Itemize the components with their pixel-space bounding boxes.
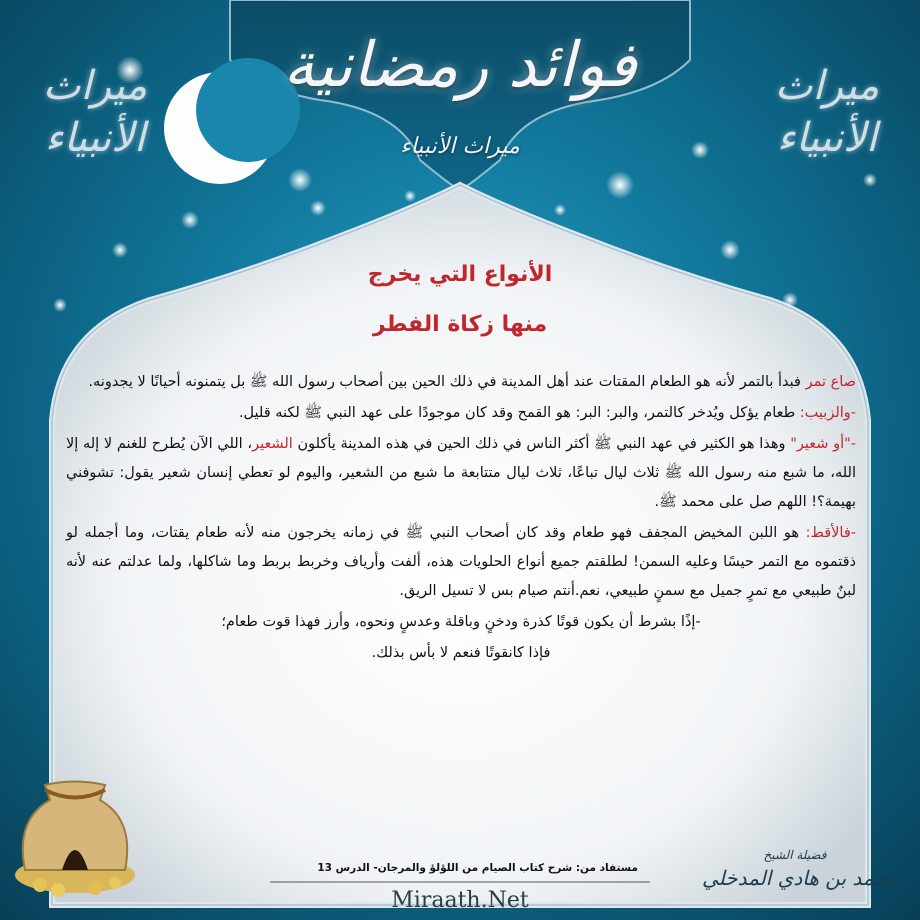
paragraph-2 [66,399,856,428]
paragraph-text: طعام يؤكل ويُدخر كالتمر، والبر: البر: هو القمح وقد كان موجودًا على عهد النبي ﷺ لكنه قليل. [238,405,800,421]
header-subtitle: ميراث الأنبياء [400,134,520,159]
paragraph-text: هو اللبن المخيض المجفف فهو طعام وقد كان أصحاب النبي ﷺ في زمانه يخرجون منه لأنه طعام يقتات، وما أجمله لو ذقتموه مع التمر حيسًا وعليه السمن! لطلقتم جميع أنواع الحلويات هذه، ألفت وأرياف وخربط بربط وما شاكلها، ولما عدلتم عنه لأنه لبنٌ طبيعي مع تمرٍ جميل مع سمنٍ طبيعي، نعم.أنتم صيام بس لا تسيل الريق. [66,525,856,599]
highlight-text: صاع تمر [805,374,856,390]
highlight-text: الشعير [252,436,293,452]
article-heading [250,250,670,350]
paragraph-1 [66,368,856,397]
sheikh-name: محمد بن هادي المدخلي [701,866,899,890]
source-citation: مستفاد من: شرح كتاب الصيام من اللؤلؤ والمرجان- الدرس 13 [317,862,638,874]
paragraph-text: ، اللي الآن يُطرح للغنم لا إله إلا الله، ما شبع منه رسول الله ﷺ ثلاث ليال تباعًا، ثلاث ليال متتابعة ما شبع من الشعير، واليوم لو تعطي إنسان شعير يقول: تشوفني بهيمة؟! اللهم صل على محمد ﷺ. [66,436,856,510]
sheikh-label: فضيلة الشيخ [763,848,827,862]
site-url: Miraath.Net [391,888,529,913]
paragraph-3 [66,430,856,517]
highlight-text: -"أو شعير" [790,436,857,452]
paragraph-text: وهذا هو الكثير في عهد النبي ﷺ أكثر الناس في ذلك الحين في هذه المدينة يأكلون [292,436,791,452]
paragraph-4 [66,519,856,606]
highlight-text: -والزبيب: [799,405,856,421]
paragraph-text: فبدأ بالتمر لأنه هو الطعام المقتات عند أهل المدينة في ذلك الحين بين أصحاب رسول الله ﷺ بل يتمنونه أحيانًا لا يجدونه. [88,374,806,390]
paragraph-6: فإذا كانقوتًا فنعم لا بأس بذلك. [371,645,551,661]
paragraph-5: -إذًا بشرط أن يكون قوتًا كذرة ودخنٍ وباقلة وعدسٍ ونحوه، وأرز فهذا قوت طعام؛ [221,614,701,630]
heading-line-2: منها زكاة الفطر [372,312,548,337]
article-body [66,368,856,670]
right-calligraphy: ميراث الأنبياء [774,63,880,161]
left-calligraphy: ميراث الأنبياء [42,63,148,161]
heading-line-1: الأنواع التي يخرج [367,262,553,287]
highlight-text: -فالأقط: [805,525,856,541]
header-title: فوائد رمضانية [283,28,637,101]
